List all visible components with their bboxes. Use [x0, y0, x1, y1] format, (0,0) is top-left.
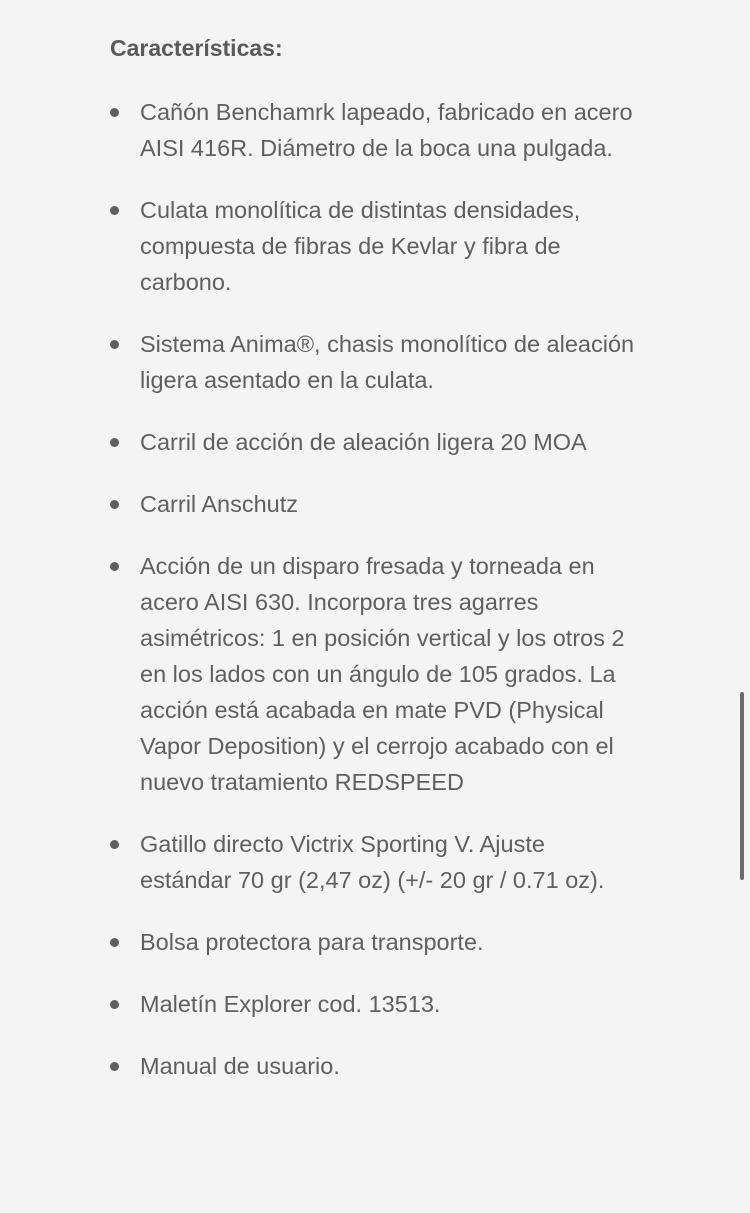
section-title: Características:	[110, 35, 283, 61]
list-item	[110, 424, 640, 460]
list-item-text: Gatillo directo Victrix Sporting V. Ajuste estándar 70 gr (2,47 oz) (+/- 20 gr / 0.71 oz).	[140, 831, 605, 893]
list-item-text: Cañón Benchamrk lapeado, fabricado en acero AISI 416R. Diámetro de la boca una pulgada.	[140, 99, 633, 161]
bullet-icon	[110, 562, 119, 571]
bullet-icon	[110, 438, 119, 447]
list-item	[110, 326, 640, 398]
list-item	[110, 548, 640, 800]
features-list	[110, 94, 640, 1084]
bullet-icon	[110, 938, 119, 947]
list-item-text: Sistema Anima®, chasis monolítico de aleación ligera asentado en la culata.	[140, 331, 635, 393]
list-item	[110, 192, 640, 300]
scrollbar-thumb[interactable]	[740, 692, 744, 880]
bullet-icon	[110, 500, 119, 509]
list-item-text: Manual de usuario.	[140, 1053, 340, 1079]
list-item	[110, 986, 640, 1022]
list-item	[110, 486, 640, 522]
list-item-text: Carril Anschutz	[140, 491, 299, 517]
bullet-icon	[110, 1062, 119, 1071]
list-item-text: Bolsa protectora para transporte.	[140, 929, 484, 955]
list-item-text: Acción de un disparo fresada y torneada en acero AISI 630. Incorpora tres agarres asimétricos: 1 en posición vertical y los otros 2 en los lados con un ángulo de 105 grados. La acción está acabada en mate PVD (Physical Vapor Deposition) y el cerrojo acabado con el nuevo tratamiento REDSPEED	[140, 553, 625, 795]
bullet-icon	[110, 840, 119, 849]
list-item	[110, 1048, 640, 1084]
list-item	[110, 826, 640, 898]
list-item-text: Culata monolítica de distintas densidades, compuesta de fibras de Kevlar y fibra de carbono.	[140, 197, 581, 295]
list-item	[110, 924, 640, 960]
list-item-text: Carril de acción de aleación ligera 20 MOA	[140, 429, 587, 455]
bullet-icon	[110, 206, 119, 215]
list-item-text: Maletín Explorer cod. 13513.	[140, 991, 441, 1017]
list-item	[110, 94, 640, 166]
bullet-icon	[110, 1000, 119, 1009]
bullet-icon	[110, 340, 119, 349]
bullet-icon	[110, 108, 119, 117]
